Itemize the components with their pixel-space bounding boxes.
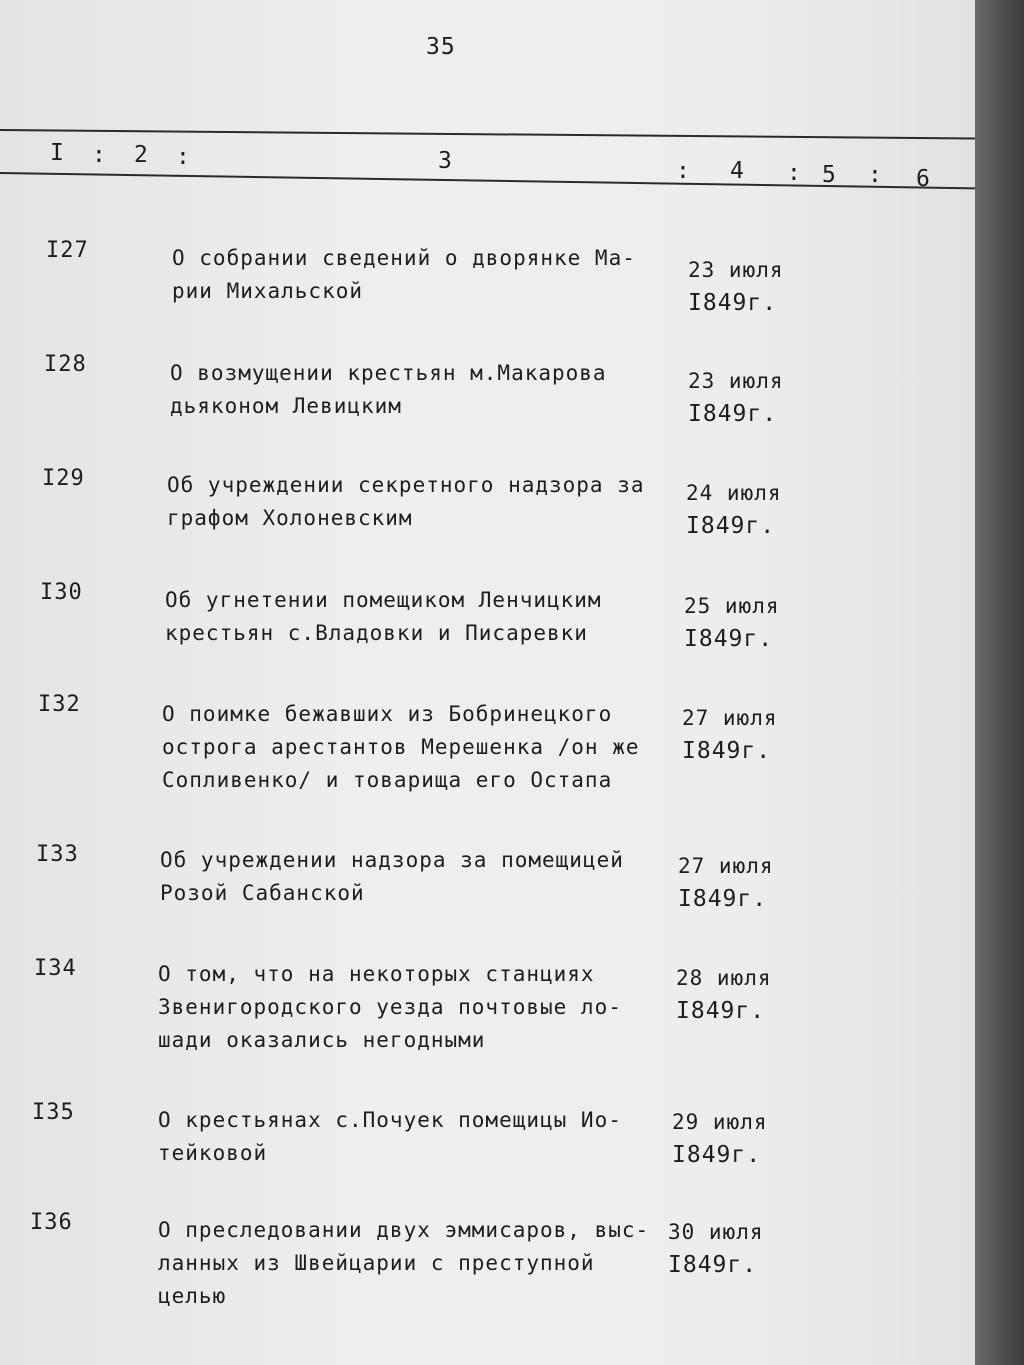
row-title: Об учреждении секретного надзора за графом Холоневским [167, 473, 645, 530]
page-number: 35 [426, 34, 456, 60]
row-date: 29 июля I849г. [672, 1110, 768, 1168]
row-number: I33 [36, 842, 79, 867]
column-header-separator: : [787, 160, 801, 186]
row-title: О собрании сведений о дворянке Ма- рии Михальской [172, 246, 636, 303]
column-header-4: 4 [730, 158, 744, 184]
row-date: 24 июля I849г. [686, 481, 782, 539]
row-number: I29 [42, 466, 85, 491]
row-number: I32 [38, 692, 81, 717]
row-title: Об угнетении помещиком Ленчицким крестьян с.Владовки и Писаревки [165, 588, 602, 645]
page-edge-shadow [975, 0, 1024, 1365]
row-title: О крестьянах с.Почуек помещицы Ио- тейковой [158, 1108, 622, 1165]
row-title: О поимке бежавших из Бобринецкого острога арестантов Мерешенка /он же Сопливенко/ и товарища его Остапа [162, 702, 640, 792]
row-date: 23 июля I849г. [688, 258, 784, 316]
row-date: 28 июля I849г. [676, 966, 772, 1024]
column-header-6: 6 [916, 166, 930, 192]
column-header-1: I [50, 140, 64, 166]
row-title: О возмущении крестьян м.Макарова дьяконом Левицким [170, 361, 607, 418]
header-rule-top [0, 129, 975, 140]
row-date: 23 июля I849г. [688, 369, 784, 427]
row-number: I30 [40, 580, 83, 605]
row-number: I34 [34, 956, 77, 981]
column-header-separator: : [868, 162, 882, 188]
row-date: 27 июля I849г. [682, 706, 778, 764]
column-header-separator: : [92, 142, 106, 168]
row-date: 25 июля I849г. [684, 594, 780, 652]
row-date: 30 июля I849г. [668, 1220, 764, 1278]
row-title: Об учреждении надзора за помещицей Розой Сабанской [160, 848, 624, 905]
row-number: I35 [32, 1100, 75, 1125]
row-title: О преследовании двух эммисаров, выс- ланных из Швейцарии с преступной целью [158, 1218, 650, 1308]
row-title: О том, что на некоторых станциях Звенигородского уезда почтовые ло- шади оказались негодными [158, 962, 622, 1052]
column-header-3: 3 [438, 148, 452, 174]
column-header-separator: : [676, 158, 690, 184]
column-header-2: 2 [134, 142, 148, 168]
row-number: I27 [46, 238, 89, 263]
column-header-separator: : [176, 144, 190, 170]
column-header-5: 5 [822, 162, 836, 188]
row-number: I28 [44, 352, 87, 377]
row-number: I36 [30, 1210, 73, 1235]
row-date: 27 июля I849г. [678, 854, 774, 912]
